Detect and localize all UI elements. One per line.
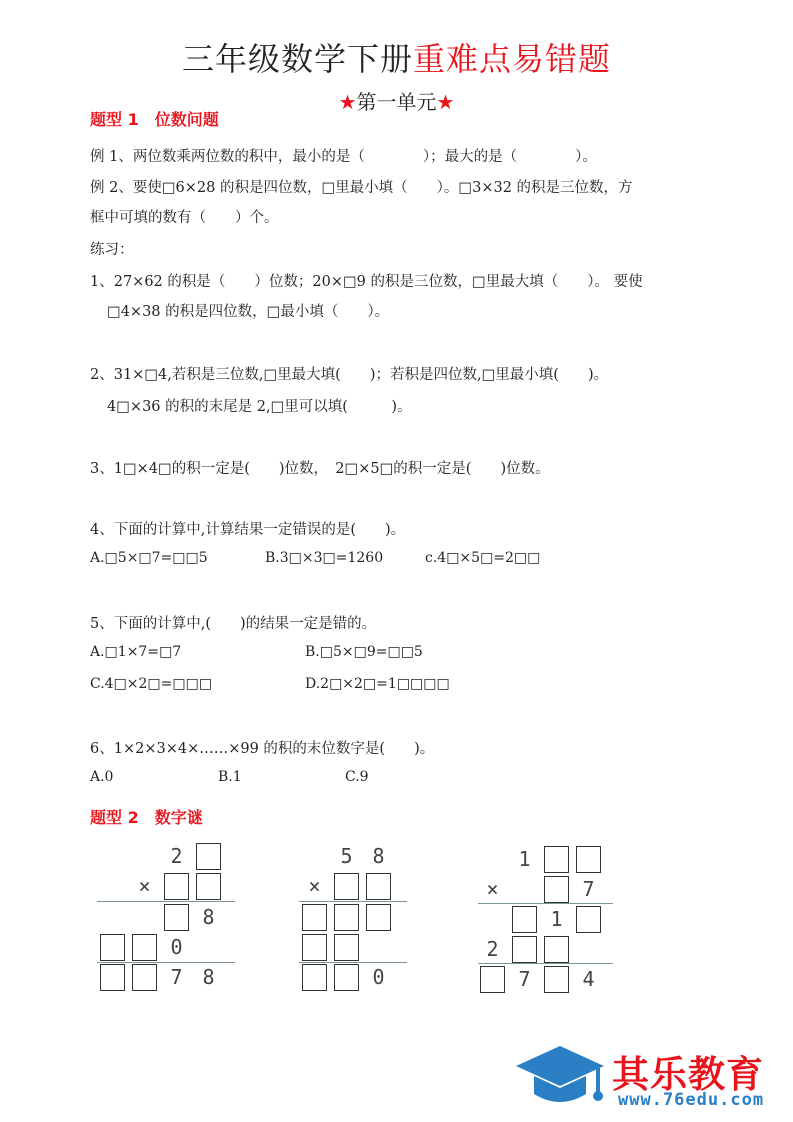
question-6-option-a: A.0	[90, 769, 114, 785]
digit: 8	[202, 905, 215, 929]
digit: 1	[550, 907, 563, 931]
blank-box	[544, 846, 569, 873]
title-black: 三年级数学下册	[181, 40, 413, 78]
question-6-option-c: C.9	[345, 769, 369, 785]
star-icon: ★	[338, 90, 357, 114]
digit: 4	[582, 967, 595, 991]
blank-box	[302, 964, 327, 991]
blank-box	[164, 873, 189, 900]
digit: 8	[372, 844, 385, 868]
question-2-line-1: 2、31×□4,若积是三位数,□里最大填( )；若积是四位数,□里最小填( )。	[90, 367, 609, 383]
rule-line	[97, 901, 235, 902]
question-1-line-1: 1、27×62 的积是（ ）位数；20×□9 的积是三位数，□里最大填（ ）。 要使	[90, 274, 643, 290]
blank-box	[164, 904, 189, 931]
question-1-line-2: □4×38 的积是四位数，□最小填（ ）。	[107, 304, 390, 320]
brand-url: www.76edu.com	[618, 1090, 765, 1110]
digit: 7	[518, 967, 531, 991]
blank-box	[196, 843, 221, 870]
question-4-option-b: B.3□×3□=1260	[265, 550, 384, 566]
times-sign: ×	[486, 877, 499, 901]
question-6-option-b: B.1	[218, 769, 242, 785]
rule-line	[299, 901, 407, 902]
blank-box	[302, 934, 327, 961]
digit: 2	[170, 844, 183, 868]
question-4: 4、下面的计算中,计算结果一定错误的是( )。	[90, 522, 406, 538]
blank-box	[100, 964, 125, 991]
question-5-option-d: D.2□×2□=1□□□□	[305, 676, 450, 692]
blank-box	[544, 876, 569, 903]
times-sign: ×	[138, 874, 151, 898]
digit: 0	[170, 935, 183, 959]
question-5-option-c: C.4□×2□=□□□	[90, 676, 213, 692]
rule-line	[299, 962, 407, 963]
question-6: 6、1×2×3×4×……×99 的积的末位数字是( )。	[90, 741, 435, 757]
blank-box	[512, 906, 537, 933]
digit: 7	[170, 965, 183, 989]
title-red: 重难点易错题	[413, 40, 612, 78]
blank-box	[576, 906, 601, 933]
times-sign: ×	[308, 874, 321, 898]
digit: 8	[202, 965, 215, 989]
rule-line	[478, 903, 613, 904]
blank-box	[334, 904, 359, 931]
question-5-option-a: A.□1×7=□7	[90, 644, 182, 660]
blank-box	[334, 964, 359, 991]
brand-name: 其乐教育	[612, 1053, 764, 1096]
graduation-cap-icon	[510, 1040, 606, 1116]
section-1-title: 题型 1 位数问题	[90, 110, 219, 129]
blank-box	[196, 873, 221, 900]
blank-box	[366, 873, 391, 900]
blank-box	[334, 934, 359, 961]
blank-box	[512, 936, 537, 963]
star-icon: ★	[436, 90, 455, 114]
digit: 7	[582, 877, 595, 901]
question-2-line-2: 4□×36 的积的末尾是 2,□里可以填( )。	[107, 399, 412, 415]
example-2-line-1: 例 2、要使□6×28 的积是四位数，□里最小填（ ）。□3×32 的积是三位数，方	[90, 180, 633, 196]
question-4-option-a: A.□5×□7=□□5	[90, 550, 208, 566]
question-5-option-b: B.□5×□9=□□5	[305, 644, 423, 660]
blank-box	[544, 936, 569, 963]
rule-line	[97, 962, 235, 963]
digit: 5	[340, 844, 353, 868]
blank-box	[302, 904, 327, 931]
blank-box	[132, 964, 157, 991]
page-title	[0, 34, 793, 80]
example-2-line-2: 框中可填的数有（ ）个。	[90, 210, 279, 226]
question-4-option-c: c.4□×5□=2□□	[425, 550, 541, 566]
question-3: 3、1□×4□的积一定是( )位数， 2□×5□的积一定是( )位数。	[90, 461, 550, 477]
blank-box	[100, 934, 125, 961]
blank-box	[132, 934, 157, 961]
blank-box	[480, 966, 505, 993]
section-2-title: 题型 2 数字谜	[90, 808, 203, 827]
digit: 2	[486, 937, 499, 961]
example-1: 例 1、两位数乘两位数的积中，最小的是（ ）；最大的是（ ）。	[90, 149, 597, 165]
unit-label: 第一单元	[356, 90, 437, 114]
blank-box	[366, 904, 391, 931]
question-5: 5、下面的计算中,( )的结果一定是错的。	[90, 616, 377, 632]
blank-box	[544, 966, 569, 993]
rule-line	[478, 963, 613, 964]
blank-box	[334, 873, 359, 900]
digit: 1	[518, 847, 531, 871]
blank-box	[576, 846, 601, 873]
practice-label: 练习：	[90, 242, 134, 258]
digit: 0	[372, 965, 385, 989]
